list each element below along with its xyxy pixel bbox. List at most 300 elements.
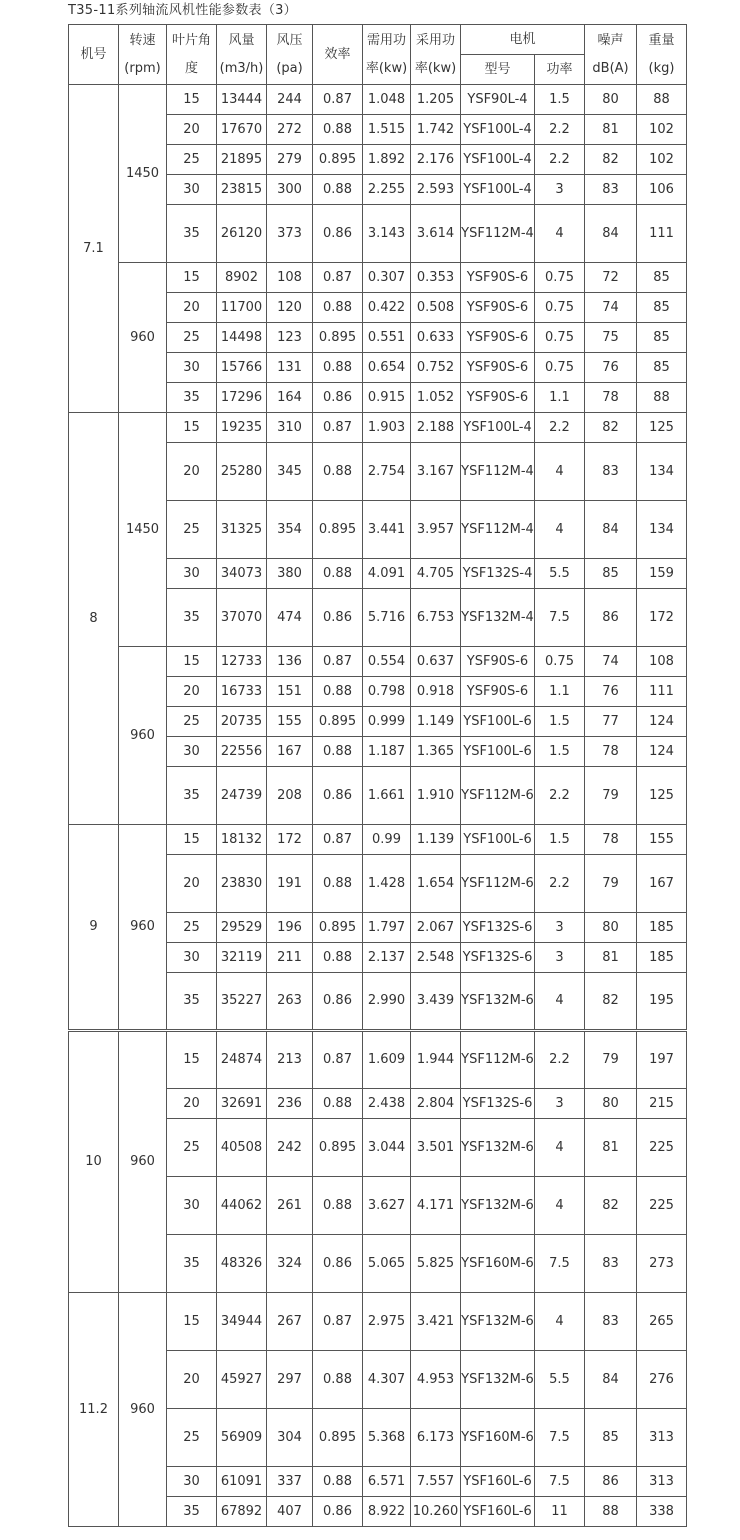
motor-model-cell: YSF132M-6 xyxy=(461,1119,535,1177)
motor-model-cell: YSF132S-6 xyxy=(461,1089,535,1119)
required-power-cell: 1.609 xyxy=(363,1031,411,1089)
blade-angle-cell: 15 xyxy=(167,263,217,293)
weight-cell: 185 xyxy=(637,913,687,943)
airflow-cell: 23815 xyxy=(217,175,267,205)
motor-model-cell: YSF112M-6 xyxy=(461,767,535,825)
efficiency-cell: 0.87 xyxy=(313,263,363,293)
adopted-power-cell: 2.067 xyxy=(411,913,461,943)
weight-cell: 185 xyxy=(637,943,687,973)
blade-angle-cell: 35 xyxy=(167,1497,217,1527)
required-power-cell: 0.422 xyxy=(363,293,411,323)
pressure-cell: 120 xyxy=(267,293,313,323)
blade-angle-cell: 20 xyxy=(167,443,217,501)
airflow-cell: 25280 xyxy=(217,443,267,501)
motor-power-cell: 2.2 xyxy=(535,115,585,145)
weight-cell: 111 xyxy=(637,677,687,707)
header-weight xyxy=(637,25,687,85)
header-power xyxy=(535,55,585,85)
motor-power-cell: 0.75 xyxy=(535,293,585,323)
motor-power-cell: 0.75 xyxy=(535,263,585,293)
motor-model-cell: YSF160L-6 xyxy=(461,1497,535,1527)
noise-cell: 78 xyxy=(585,383,637,413)
motor-model-cell: YSF90S-6 xyxy=(461,383,535,413)
motor-model-cell: YSF100L-6 xyxy=(461,737,535,767)
motor-model-cell: YSF90S-6 xyxy=(461,677,535,707)
adopted-power-cell: 1.139 xyxy=(411,825,461,855)
blade-angle-cell: 20 xyxy=(167,1351,217,1409)
weight-cell: 313 xyxy=(637,1409,687,1467)
header-pressure xyxy=(267,25,313,85)
airflow-cell: 17670 xyxy=(217,115,267,145)
table-title: T35-11系列轴流风机性能参数表（3） xyxy=(68,3,297,18)
noise-cell: 72 xyxy=(585,263,637,293)
motor-model-cell: YSF100L-4 xyxy=(461,175,535,205)
weight-cell: 134 xyxy=(637,443,687,501)
pressure-cell: 474 xyxy=(267,589,313,647)
noise-cell: 80 xyxy=(585,1089,637,1119)
adopted-power-cell: 0.918 xyxy=(411,677,461,707)
airflow-cell: 8902 xyxy=(217,263,267,293)
motor-model-cell: YSF100L-4 xyxy=(461,145,535,175)
required-power-cell: 1.515 xyxy=(363,115,411,145)
airflow-cell: 34944 xyxy=(217,1293,267,1351)
pressure-cell: 297 xyxy=(267,1351,313,1409)
header-power-label: 功率 xyxy=(546,61,573,77)
table-row xyxy=(69,647,687,677)
efficiency-cell: 0.88 xyxy=(313,943,363,973)
airflow-cell: 20735 xyxy=(217,707,267,737)
pressure-cell: 236 xyxy=(267,1089,313,1119)
motor-power-cell: 3 xyxy=(535,175,585,205)
header-airflow-label: 风量 xyxy=(228,32,255,48)
required-power-cell: 1.187 xyxy=(363,737,411,767)
adopted-power-cell: 2.593 xyxy=(411,175,461,205)
blade-angle-cell: 20 xyxy=(167,855,217,913)
efficiency-cell: 0.88 xyxy=(313,293,363,323)
required-power-cell: 0.551 xyxy=(363,323,411,353)
header-weight-label: 重量 xyxy=(648,32,675,48)
adopted-power-cell: 0.752 xyxy=(411,353,461,383)
blade-angle-cell: 35 xyxy=(167,767,217,825)
efficiency-cell: 0.88 xyxy=(313,1177,363,1235)
motor-model-cell: YSF100L-4 xyxy=(461,115,535,145)
motor-model-cell: YSF160M-6 xyxy=(461,1235,535,1293)
efficiency-cell: 0.87 xyxy=(313,1031,363,1089)
required-power-cell: 1.048 xyxy=(363,85,411,115)
speed-cell: 1450 xyxy=(119,413,167,647)
header-noise-unit: dB(A) xyxy=(592,60,629,76)
efficiency-cell: 0.88 xyxy=(313,737,363,767)
pressure-cell: 354 xyxy=(267,501,313,559)
pressure-cell: 300 xyxy=(267,175,313,205)
header-blade-angle-label: 叶片角 xyxy=(171,32,211,48)
airflow-cell: 67892 xyxy=(217,1497,267,1527)
speed-cell: 960 xyxy=(119,647,167,825)
motor-power-cell: 1.5 xyxy=(535,737,585,767)
required-power-cell: 5.716 xyxy=(363,589,411,647)
noise-cell: 76 xyxy=(585,353,637,383)
weight-cell: 124 xyxy=(637,707,687,737)
header-speed-unit: (rpm) xyxy=(124,60,161,76)
header-airflow xyxy=(217,25,267,85)
pressure-cell: 136 xyxy=(267,647,313,677)
pressure-cell: 155 xyxy=(267,707,313,737)
pressure-cell: 244 xyxy=(267,85,313,115)
weight-cell: 85 xyxy=(637,263,687,293)
efficiency-cell: 0.895 xyxy=(313,1409,363,1467)
efficiency-cell: 0.88 xyxy=(313,1089,363,1119)
motor-model-cell: YSF100L-4 xyxy=(461,413,535,443)
blade-angle-cell: 20 xyxy=(167,1089,217,1119)
pressure-cell: 345 xyxy=(267,443,313,501)
efficiency-cell: 0.895 xyxy=(313,145,363,175)
airflow-cell: 48326 xyxy=(217,1235,267,1293)
motor-power-cell: 1.5 xyxy=(535,85,585,115)
efficiency-cell: 0.88 xyxy=(313,115,363,145)
table-row xyxy=(69,1031,687,1089)
required-power-cell: 2.255 xyxy=(363,175,411,205)
motor-power-cell: 2.2 xyxy=(535,767,585,825)
machine-no-cell: 11.2 xyxy=(69,1293,119,1527)
motor-model-cell: YSF90S-6 xyxy=(461,647,535,677)
required-power-cell: 0.999 xyxy=(363,707,411,737)
required-power-cell: 2.975 xyxy=(363,1293,411,1351)
table-row xyxy=(69,1293,687,1351)
airflow-cell: 22556 xyxy=(217,737,267,767)
motor-model-cell: YSF132M-4 xyxy=(461,589,535,647)
noise-cell: 79 xyxy=(585,1031,637,1089)
motor-model-cell: YSF112M-4 xyxy=(461,443,535,501)
noise-cell: 74 xyxy=(585,647,637,677)
motor-power-cell: 4 xyxy=(535,443,585,501)
adopted-power-cell: 2.176 xyxy=(411,145,461,175)
adopted-power-cell: 6.753 xyxy=(411,589,461,647)
pressure-cell: 167 xyxy=(267,737,313,767)
blade-angle-cell: 25 xyxy=(167,1409,217,1467)
pressure-cell: 172 xyxy=(267,825,313,855)
header-blade-angle xyxy=(167,25,217,85)
noise-cell: 79 xyxy=(585,767,637,825)
speed-cell: 960 xyxy=(119,825,167,1031)
motor-power-cell: 3 xyxy=(535,913,585,943)
weight-cell: 167 xyxy=(637,855,687,913)
pressure-cell: 242 xyxy=(267,1119,313,1177)
required-power-cell: 1.428 xyxy=(363,855,411,913)
required-power-cell: 4.307 xyxy=(363,1351,411,1409)
motor-power-cell: 1.1 xyxy=(535,383,585,413)
noise-cell: 83 xyxy=(585,175,637,205)
adopted-power-cell: 3.614 xyxy=(411,205,461,263)
weight-cell: 172 xyxy=(637,589,687,647)
motor-power-cell: 7.5 xyxy=(535,589,585,647)
weight-cell: 124 xyxy=(637,737,687,767)
efficiency-cell: 0.86 xyxy=(313,383,363,413)
noise-cell: 79 xyxy=(585,855,637,913)
pressure-cell: 151 xyxy=(267,677,313,707)
motor-model-cell: YSF100L-6 xyxy=(461,825,535,855)
machine-no-cell: 7.1 xyxy=(69,85,119,413)
motor-model-cell: YSF90S-6 xyxy=(461,353,535,383)
airflow-cell: 12733 xyxy=(217,647,267,677)
required-power-cell: 8.922 xyxy=(363,1497,411,1527)
weight-cell: 106 xyxy=(637,175,687,205)
adopted-power-cell: 10.260 xyxy=(411,1497,461,1527)
weight-cell: 313 xyxy=(637,1467,687,1497)
motor-model-cell: YSF90S-6 xyxy=(461,293,535,323)
efficiency-cell: 0.88 xyxy=(313,677,363,707)
header-model-label: 型号 xyxy=(484,61,511,77)
header-row-1 xyxy=(69,25,687,55)
weight-cell: 155 xyxy=(637,825,687,855)
blade-angle-cell: 15 xyxy=(167,85,217,115)
noise-cell: 88 xyxy=(585,1497,637,1527)
blade-angle-cell: 25 xyxy=(167,323,217,353)
speed-cell: 1450 xyxy=(119,85,167,263)
adopted-power-cell: 0.353 xyxy=(411,263,461,293)
efficiency-cell: 0.895 xyxy=(313,913,363,943)
blade-angle-cell: 30 xyxy=(167,737,217,767)
blade-angle-cell: 30 xyxy=(167,175,217,205)
adopted-power-cell: 1.654 xyxy=(411,855,461,913)
required-power-cell: 6.571 xyxy=(363,1467,411,1497)
weight-cell: 159 xyxy=(637,559,687,589)
header-noise-label: 噪声 xyxy=(597,32,624,48)
pressure-cell: 373 xyxy=(267,205,313,263)
required-power-cell: 2.438 xyxy=(363,1089,411,1119)
adopted-power-cell: 0.637 xyxy=(411,647,461,677)
motor-power-cell: 5.5 xyxy=(535,1351,585,1409)
table-row xyxy=(69,263,687,293)
table-row xyxy=(69,85,687,115)
required-power-cell: 3.627 xyxy=(363,1177,411,1235)
adopted-power-cell: 1.149 xyxy=(411,707,461,737)
motor-model-cell: YSF160M-6 xyxy=(461,1409,535,1467)
noise-cell: 81 xyxy=(585,1119,637,1177)
required-power-cell: 1.661 xyxy=(363,767,411,825)
motor-model-cell: YSF132S-6 xyxy=(461,943,535,973)
table-body xyxy=(69,85,687,1527)
motor-power-cell: 4 xyxy=(535,1293,585,1351)
airflow-cell: 45927 xyxy=(217,1351,267,1409)
blade-angle-cell: 15 xyxy=(167,413,217,443)
table-row xyxy=(69,825,687,855)
blade-angle-cell: 30 xyxy=(167,1467,217,1497)
adopted-power-cell: 1.205 xyxy=(411,85,461,115)
noise-cell: 85 xyxy=(585,1409,637,1467)
motor-power-cell: 2.2 xyxy=(535,1031,585,1089)
motor-model-cell: YSF160L-6 xyxy=(461,1467,535,1497)
motor-power-cell: 2.2 xyxy=(535,413,585,443)
pressure-cell: 131 xyxy=(267,353,313,383)
motor-power-cell: 0.75 xyxy=(535,323,585,353)
efficiency-cell: 0.86 xyxy=(313,589,363,647)
airflow-cell: 40508 xyxy=(217,1119,267,1177)
header-efficiency-label: 效率 xyxy=(324,46,351,62)
blade-angle-cell: 35 xyxy=(167,973,217,1031)
airflow-cell: 61091 xyxy=(217,1467,267,1497)
required-power-cell: 0.798 xyxy=(363,677,411,707)
motor-power-cell: 1.1 xyxy=(535,677,585,707)
weight-cell: 125 xyxy=(637,767,687,825)
efficiency-cell: 0.895 xyxy=(313,1119,363,1177)
pressure-cell: 337 xyxy=(267,1467,313,1497)
weight-cell: 88 xyxy=(637,85,687,115)
blade-angle-cell: 25 xyxy=(167,1119,217,1177)
weight-cell: 197 xyxy=(637,1031,687,1089)
pressure-cell: 304 xyxy=(267,1409,313,1467)
pressure-cell: 324 xyxy=(267,1235,313,1293)
required-power-cell: 2.754 xyxy=(363,443,411,501)
motor-model-cell: YSF112M-4 xyxy=(461,205,535,263)
efficiency-cell: 0.86 xyxy=(313,1235,363,1293)
efficiency-cell: 0.88 xyxy=(313,1467,363,1497)
motor-model-cell: YSF100L-6 xyxy=(461,707,535,737)
noise-cell: 84 xyxy=(585,1351,637,1409)
adopted-power-cell: 7.557 xyxy=(411,1467,461,1497)
machine-no-cell: 10 xyxy=(69,1031,119,1293)
header-adopted-power xyxy=(411,25,461,85)
adopted-power-cell: 3.167 xyxy=(411,443,461,501)
pressure-cell: 213 xyxy=(267,1031,313,1089)
noise-cell: 83 xyxy=(585,1293,637,1351)
pressure-cell: 108 xyxy=(267,263,313,293)
motor-model-cell: YSF132M-6 xyxy=(461,1177,535,1235)
required-power-cell: 0.307 xyxy=(363,263,411,293)
pressure-cell: 279 xyxy=(267,145,313,175)
adopted-power-cell: 1.910 xyxy=(411,767,461,825)
motor-model-cell: YSF132M-6 xyxy=(461,1351,535,1409)
motor-power-cell: 0.75 xyxy=(535,353,585,383)
required-power-cell: 4.091 xyxy=(363,559,411,589)
blade-angle-cell: 30 xyxy=(167,559,217,589)
required-power-cell: 5.368 xyxy=(363,1409,411,1467)
header-blade-angle-label-2: 度 xyxy=(184,60,198,76)
airflow-cell: 21895 xyxy=(217,145,267,175)
noise-cell: 82 xyxy=(585,973,637,1031)
weight-cell: 111 xyxy=(637,205,687,263)
adopted-power-cell: 4.953 xyxy=(411,1351,461,1409)
adopted-power-cell: 4.705 xyxy=(411,559,461,589)
blade-angle-cell: 30 xyxy=(167,943,217,973)
weight-cell: 88 xyxy=(637,383,687,413)
airflow-cell: 18132 xyxy=(217,825,267,855)
blade-angle-cell: 15 xyxy=(167,1293,217,1351)
adopted-power-cell: 1.944 xyxy=(411,1031,461,1089)
motor-power-cell: 0.75 xyxy=(535,647,585,677)
efficiency-cell: 0.87 xyxy=(313,85,363,115)
speed-cell: 960 xyxy=(119,1031,167,1293)
motor-power-cell: 3 xyxy=(535,1089,585,1119)
weight-cell: 125 xyxy=(637,413,687,443)
motor-power-cell: 7.5 xyxy=(535,1409,585,1467)
airflow-cell: 15766 xyxy=(217,353,267,383)
motor-model-cell: YSF132S-4 xyxy=(461,559,535,589)
adopted-power-cell: 5.825 xyxy=(411,1235,461,1293)
efficiency-cell: 0.88 xyxy=(313,353,363,383)
blade-angle-cell: 15 xyxy=(167,1031,217,1089)
header-required-power-label: 需用功 xyxy=(366,32,406,48)
motor-power-cell: 4 xyxy=(535,205,585,263)
header-machine-no-label: 机号 xyxy=(80,46,107,62)
weight-cell: 276 xyxy=(637,1351,687,1409)
blade-angle-cell: 35 xyxy=(167,383,217,413)
efficiency-cell: 0.87 xyxy=(313,647,363,677)
blade-angle-cell: 15 xyxy=(167,647,217,677)
pressure-cell: 191 xyxy=(267,855,313,913)
blade-angle-cell: 25 xyxy=(167,145,217,175)
noise-cell: 82 xyxy=(585,145,637,175)
required-power-cell: 3.143 xyxy=(363,205,411,263)
efficiency-cell: 0.86 xyxy=(313,767,363,825)
adopted-power-cell: 1.742 xyxy=(411,115,461,145)
pressure-cell: 208 xyxy=(267,767,313,825)
blade-angle-cell: 25 xyxy=(167,913,217,943)
header-adopted-power-label-2: 率(kw) xyxy=(414,60,457,76)
required-power-cell: 1.892 xyxy=(363,145,411,175)
weight-cell: 195 xyxy=(637,973,687,1031)
header-motor xyxy=(461,25,585,55)
noise-cell: 78 xyxy=(585,737,637,767)
blade-angle-cell: 30 xyxy=(167,1177,217,1235)
motor-model-cell: YSF112M-4 xyxy=(461,501,535,559)
airflow-cell: 56909 xyxy=(217,1409,267,1467)
blade-angle-cell: 35 xyxy=(167,1235,217,1293)
required-power-cell: 0.554 xyxy=(363,647,411,677)
header-speed xyxy=(119,25,167,85)
blade-angle-cell: 30 xyxy=(167,353,217,383)
noise-cell: 83 xyxy=(585,1235,637,1293)
header-required-power xyxy=(363,25,411,85)
weight-cell: 85 xyxy=(637,323,687,353)
pressure-cell: 196 xyxy=(267,913,313,943)
weight-cell: 265 xyxy=(637,1293,687,1351)
adopted-power-cell: 2.804 xyxy=(411,1089,461,1119)
noise-cell: 86 xyxy=(585,589,637,647)
noise-cell: 80 xyxy=(585,913,637,943)
efficiency-cell: 0.86 xyxy=(313,973,363,1031)
weight-cell: 225 xyxy=(637,1119,687,1177)
blade-angle-cell: 20 xyxy=(167,115,217,145)
pressure-cell: 211 xyxy=(267,943,313,973)
machine-no-cell: 9 xyxy=(69,825,119,1031)
efficiency-cell: 0.87 xyxy=(313,1293,363,1351)
adopted-power-cell: 6.173 xyxy=(411,1409,461,1467)
header-motor-label: 电机 xyxy=(509,31,536,47)
motor-power-cell: 4 xyxy=(535,501,585,559)
airflow-cell: 13444 xyxy=(217,85,267,115)
efficiency-cell: 0.86 xyxy=(313,1497,363,1527)
airflow-cell: 11700 xyxy=(217,293,267,323)
blade-angle-cell: 35 xyxy=(167,589,217,647)
airflow-cell: 24874 xyxy=(217,1031,267,1089)
noise-cell: 82 xyxy=(585,413,637,443)
machine-no-cell: 8 xyxy=(69,413,119,825)
pressure-cell: 164 xyxy=(267,383,313,413)
motor-model-cell: YSF132M-6 xyxy=(461,1293,535,1351)
noise-cell: 75 xyxy=(585,323,637,353)
efficiency-cell: 0.87 xyxy=(313,825,363,855)
adopted-power-cell: 4.171 xyxy=(411,1177,461,1235)
required-power-cell: 2.137 xyxy=(363,943,411,973)
weight-cell: 85 xyxy=(637,353,687,383)
motor-power-cell: 2.2 xyxy=(535,855,585,913)
header-pressure-unit: (pa) xyxy=(276,60,303,76)
airflow-cell: 31325 xyxy=(217,501,267,559)
motor-power-cell: 4 xyxy=(535,1177,585,1235)
motor-model-cell: YSF90S-6 xyxy=(461,263,535,293)
noise-cell: 84 xyxy=(585,501,637,559)
motor-power-cell: 4 xyxy=(535,973,585,1031)
